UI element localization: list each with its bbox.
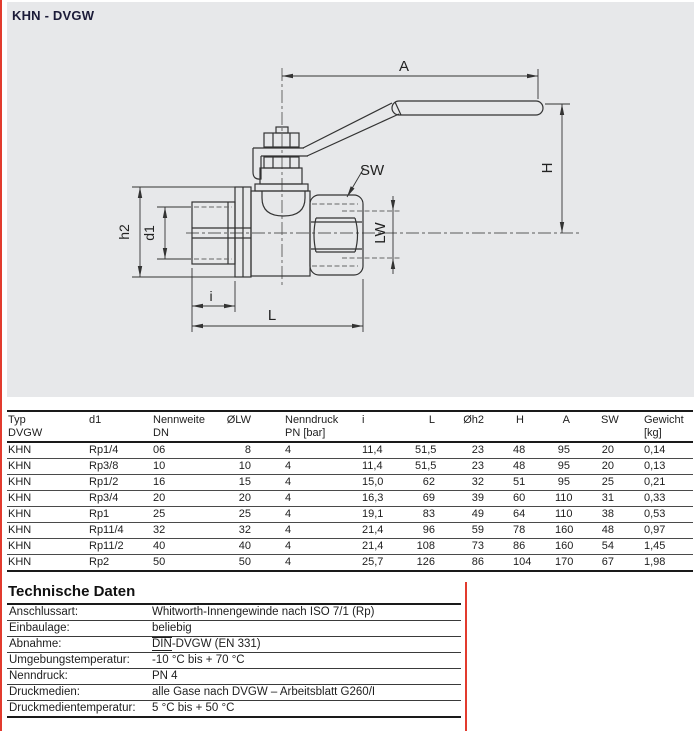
technical-data-heading: Technische Daten <box>8 583 136 600</box>
spec-cell: 110 <box>554 507 600 523</box>
spec-cell: 40 <box>225 539 251 555</box>
spec-cell: 11,4 <box>361 442 414 459</box>
spec-cell: 51 <box>512 475 554 491</box>
spec-col-header: Nenndruck PN [bar] <box>251 411 361 442</box>
spec-cell: 4 <box>251 442 361 459</box>
dim-label-i: i <box>209 288 213 304</box>
spec-cell: 110 <box>554 491 600 507</box>
spec-cell: KHN <box>7 475 88 491</box>
spec-table-row <box>7 442 693 459</box>
spec-cell: 86 <box>512 539 554 555</box>
dim-label-LW: LW <box>372 222 389 244</box>
valve-body-outline <box>192 101 543 277</box>
spec-cell: 4 <box>251 539 361 555</box>
spec-cell: 48 <box>512 459 554 475</box>
spec-cell: 32 <box>152 523 225 539</box>
tech-row <box>7 685 461 701</box>
spec-col-header: Øh2 <box>460 411 512 442</box>
dim-label-A: A <box>398 58 410 75</box>
spec-cell: 16,3 <box>361 491 414 507</box>
dim-label-SW: SW <box>360 162 385 179</box>
spec-cell: 23 <box>460 442 512 459</box>
spec-col-header: ØLW <box>225 411 251 442</box>
spec-cell: 60 <box>512 491 554 507</box>
spec-table-row <box>7 491 693 507</box>
spec-cell: 25 <box>600 475 644 491</box>
spec-cell: 49 <box>460 507 512 523</box>
din-certification-mark: DIN <box>152 638 172 650</box>
spec-cell: 160 <box>554 539 600 555</box>
tech-value: -10 °C bis + 70 °C <box>150 653 461 669</box>
spec-cell: 38 <box>600 507 644 523</box>
spec-cell: 95 <box>554 442 600 459</box>
spec-cell: KHN <box>7 507 88 523</box>
spec-cell: 0,53 <box>644 507 693 523</box>
spec-cell: 0,13 <box>644 459 693 475</box>
spec-cell: KHN <box>7 523 88 539</box>
tech-row <box>7 604 461 621</box>
tech-value: alle Gase nach DVGW – Arbeitsblatt G260/I <box>150 685 461 701</box>
spec-col-header: Nennweite DN <box>152 411 225 442</box>
spec-cell: 0,21 <box>644 475 693 491</box>
spec-table-row <box>7 555 693 572</box>
spec-cell: Rp1 <box>88 507 152 523</box>
spec-col-header: i <box>361 411 414 442</box>
spec-cell: 69 <box>414 491 460 507</box>
spec-cell: 20 <box>152 491 225 507</box>
tech-label: Druckmedien: <box>7 685 150 701</box>
tech-label: Einbaulage: <box>7 621 150 637</box>
spec-cell: 67 <box>601 556 614 568</box>
tech-label: Anschlussart: <box>7 604 150 621</box>
spec-cell: KHN <box>7 539 88 555</box>
spec-cell: 15,0 <box>361 475 414 491</box>
spec-cell: 25,7 <box>362 556 384 568</box>
spec-cell: 06 <box>152 442 225 459</box>
spec-cell: 108 <box>414 539 460 555</box>
spec-cell: Rp3/4 <box>88 491 152 507</box>
spec-cell: 4 <box>285 556 292 568</box>
spec-cell: 19,1 <box>361 507 414 523</box>
spec-cell: 15 <box>225 475 251 491</box>
spec-cell: 83 <box>414 507 460 523</box>
dimension-lines <box>132 69 570 332</box>
spec-cell: 62 <box>414 475 460 491</box>
spec-cell: Rp2 <box>89 556 110 568</box>
spec-cell: 10 <box>225 459 251 475</box>
spec-cell: 54 <box>600 539 644 555</box>
tech-table-body <box>7 604 461 717</box>
spec-cell: 73 <box>460 539 512 555</box>
tech-value: beliebig <box>150 621 461 637</box>
spec-cell: Rp1/4 <box>88 442 152 459</box>
tech-row <box>7 653 461 669</box>
tech-row <box>7 701 461 718</box>
spec-table <box>7 410 693 572</box>
spec-cell: 48 <box>512 442 554 459</box>
tech-row <box>7 637 461 653</box>
spec-cell: 20 <box>600 459 644 475</box>
spec-col-header: H <box>512 411 554 442</box>
spec-cell: 20 <box>225 491 251 507</box>
spec-cell: 51,5 <box>414 442 460 459</box>
spec-cell: 95 <box>554 475 600 491</box>
spec-cell: 31 <box>600 491 644 507</box>
spec-cell: Rp11/4 <box>88 523 152 539</box>
spec-cell: Rp1/2 <box>88 475 152 491</box>
spec-cell: 0,33 <box>644 491 693 507</box>
tech-label: Druckmedientemperatur: <box>9 702 136 714</box>
tech-label: Umgebungstemperatur: <box>7 653 150 669</box>
spec-cell: 11,4 <box>361 459 414 475</box>
spec-table-row <box>7 539 693 555</box>
spec-cell: 51,5 <box>414 459 460 475</box>
spec-table-row <box>7 459 693 475</box>
spec-col-header: SW <box>600 411 644 442</box>
spec-cell: KHN <box>7 459 88 475</box>
spec-table-body <box>7 442 693 571</box>
spec-cell: 96 <box>414 523 460 539</box>
spec-cell: 160 <box>554 523 600 539</box>
dim-label-L: L <box>267 307 277 324</box>
tech-value: 5 °C bis + 50 °C <box>152 702 235 714</box>
tech-table <box>7 603 461 718</box>
spec-cell: 23 <box>460 459 512 475</box>
tech-value: DIN-DVGW (EN 331) <box>150 637 461 653</box>
spec-cell: 4 <box>251 507 361 523</box>
spec-cell: 50 <box>238 556 251 568</box>
spec-cell: 86 <box>471 556 484 568</box>
spec-cell: 1,98 <box>644 556 666 568</box>
spec-cell: 59 <box>460 523 512 539</box>
spec-cell: 95 <box>554 459 600 475</box>
red-margin-line-right <box>465 582 467 731</box>
spec-col-header: d1 <box>88 411 152 442</box>
spec-cell: 0,97 <box>644 523 693 539</box>
spec-cell: 20 <box>600 442 644 459</box>
spec-cell: 0,14 <box>644 442 693 459</box>
spec-cell: 4 <box>251 459 361 475</box>
spec-table-row <box>7 507 693 523</box>
dim-label-h2: h2 <box>116 224 132 240</box>
spec-cell: KHN <box>7 442 88 459</box>
tech-value: PN 4 <box>150 669 461 685</box>
spec-cell: 78 <box>512 523 554 539</box>
dim-label-d1: d1 <box>141 225 157 241</box>
spec-cell: 170 <box>555 556 574 568</box>
spec-cell: 39 <box>460 491 512 507</box>
spec-cell: 8 <box>225 442 251 459</box>
spec-table-row <box>7 475 693 491</box>
spec-cell: 4 <box>251 523 361 539</box>
spec-cell: Rp3/8 <box>88 459 152 475</box>
spec-cell: 4 <box>251 491 361 507</box>
spec-cell: KHN <box>8 556 32 568</box>
dim-label-H: H <box>539 162 556 174</box>
technical-data-section <box>7 583 461 718</box>
spec-table-header-row <box>7 411 693 442</box>
tech-label: Abnahme: <box>7 637 150 653</box>
tech-label: Nenndruck: <box>7 669 150 685</box>
page-title: KHN - DVGW <box>12 8 95 23</box>
spec-cell: 21,4 <box>361 539 414 555</box>
spec-cell: 10 <box>152 459 225 475</box>
spec-cell: 126 <box>416 556 435 568</box>
spec-cell: KHN <box>7 491 88 507</box>
spec-cell: 104 <box>513 556 532 568</box>
spec-cell: 25 <box>225 507 251 523</box>
spec-cell: 64 <box>512 507 554 523</box>
spec-cell: 4 <box>251 475 361 491</box>
spec-cell: 48 <box>600 523 644 539</box>
spec-cell: 32 <box>460 475 512 491</box>
spec-col-header: A <box>554 411 600 442</box>
spec-cell: 50 <box>153 556 166 568</box>
spec-col-header: Gewicht [kg] <box>644 411 693 442</box>
spec-cell: 1,45 <box>644 539 693 555</box>
spec-cell: 16 <box>152 475 225 491</box>
spec-cell: 25 <box>152 507 225 523</box>
spec-col-header: Typ DVGW <box>7 411 88 442</box>
spec-cell: 40 <box>152 539 225 555</box>
spec-cell: 21,4 <box>361 523 414 539</box>
tech-row <box>7 621 461 637</box>
spec-cell: 32 <box>225 523 251 539</box>
spec-table-row <box>7 523 693 539</box>
dimension-arrows <box>138 74 564 328</box>
spec-cell: Rp11/2 <box>88 539 152 555</box>
spec-col-header: L <box>414 411 460 442</box>
tech-value: Whitworth-Innengewinde nach ISO 7/1 (Rp) <box>150 604 461 621</box>
tech-row <box>7 669 461 685</box>
